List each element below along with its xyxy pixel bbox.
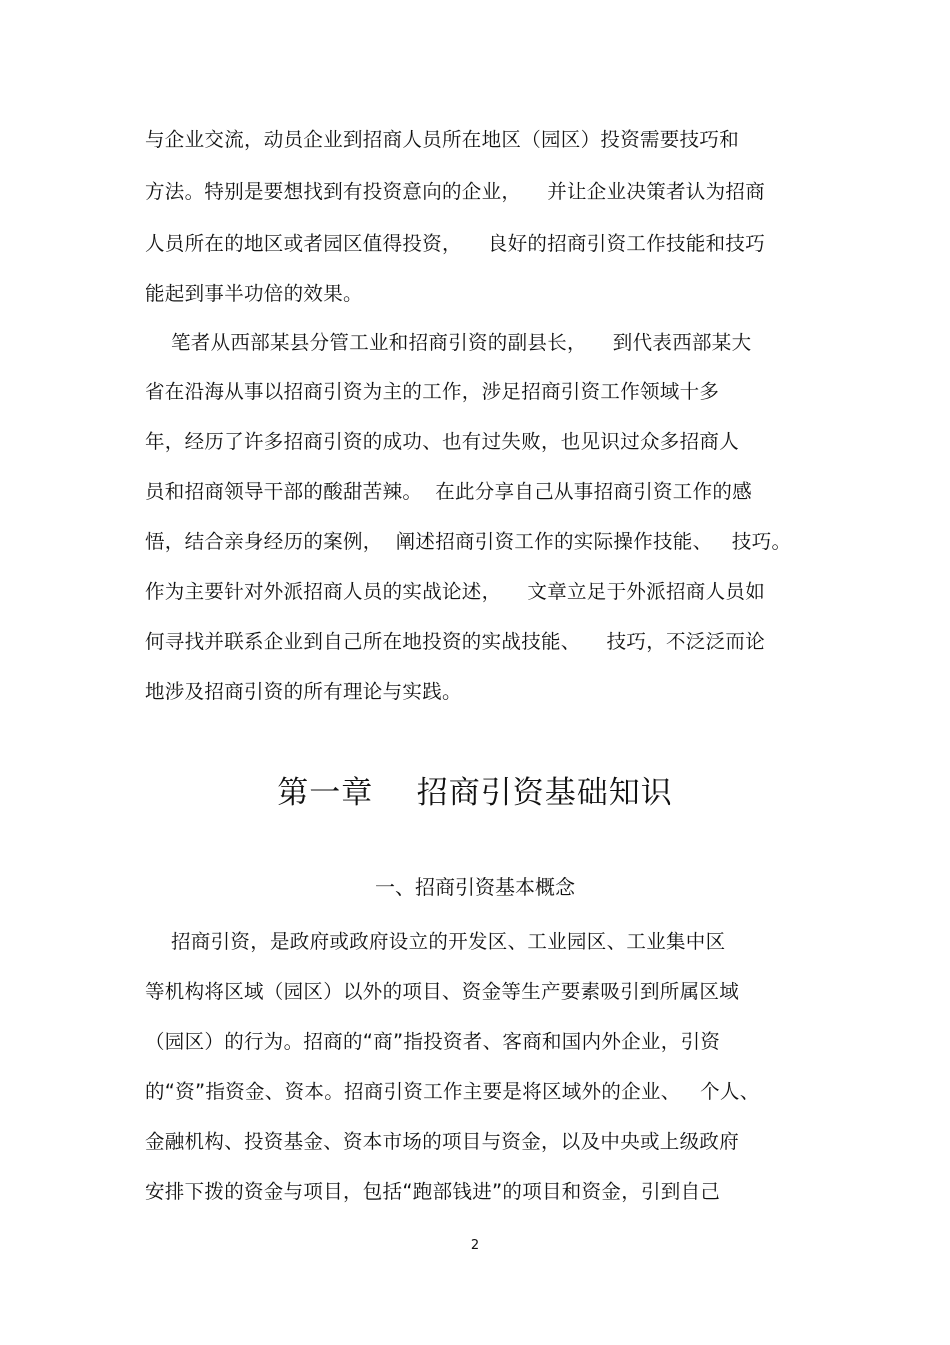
text-line: 能起到事半功倍的效果。 <box>145 282 363 305</box>
text-line: 等机构将区域（园区）以外的项目、资金等生产要素吸引到所属区域 <box>145 980 740 1003</box>
text-line: 与企业交流，动员企业到招商人员所在地区（园区）投资需要技巧和 <box>145 128 740 151</box>
text-line: 省在沿海从事以招商引资为主的工作，涉足招商引资工作领域十多 <box>145 380 720 403</box>
text-line: 作为主要针对外派招商人员的实战论述， 文章立足于外派招商人员如 <box>145 580 765 603</box>
text-line: 金融机构、投资基金、资本市场的项目与资金，以及中央或上级政府 <box>145 1130 740 1153</box>
page-number: 2 <box>470 1238 480 1253</box>
text-line: （园区）的行为。招商的“商”指投资者、客商和国内外企业，引资 <box>145 1030 721 1053</box>
text-line: 何寻找并联系企业到自己所在地投资的实战技能、 技巧，不泛泛而论 <box>145 630 765 653</box>
text-line: 安排下拨的资金与项目，包括“跑部钱进”的项目和资金，引到自己 <box>145 1180 721 1203</box>
text-line: 笔者从西部某县分管工业和招商引资的副县长， 到代表西部某大 <box>145 331 752 354</box>
text-line: 悟，结合亲身经历的案例， 阐述招商引资工作的实际操作技能、 技巧。 <box>145 530 792 553</box>
text-line: 人员所在的地区或者园区值得投资， 良好的招商引资工作技能和技巧 <box>145 232 765 255</box>
text-line: 招商引资，是政府或政府设立的开发区、工业园区、工业集中区 <box>145 930 726 953</box>
text-line: 方法。特别是要想找到有投资意向的企业， 并让企业决策者认为招商 <box>145 180 765 203</box>
text-line: 的“资”指资金、资本。招商引资工作主要是将区域外的企业、 个人、 <box>145 1080 760 1103</box>
text-line: 员和招商领导干部的酸甜苦辣。 在此分享自己从事招商引资工作的感 <box>145 480 752 503</box>
text-line: 年，经历了许多招商引资的成功、也有过失败，也见识过众多招商人 <box>145 430 740 453</box>
text-line: 地涉及招商引资的所有理论与实践。 <box>145 680 462 703</box>
chapter-title: 第一章 招商引资基础知识 <box>277 775 673 811</box>
section-title: 一、招商引资基本概念 <box>375 875 575 899</box>
